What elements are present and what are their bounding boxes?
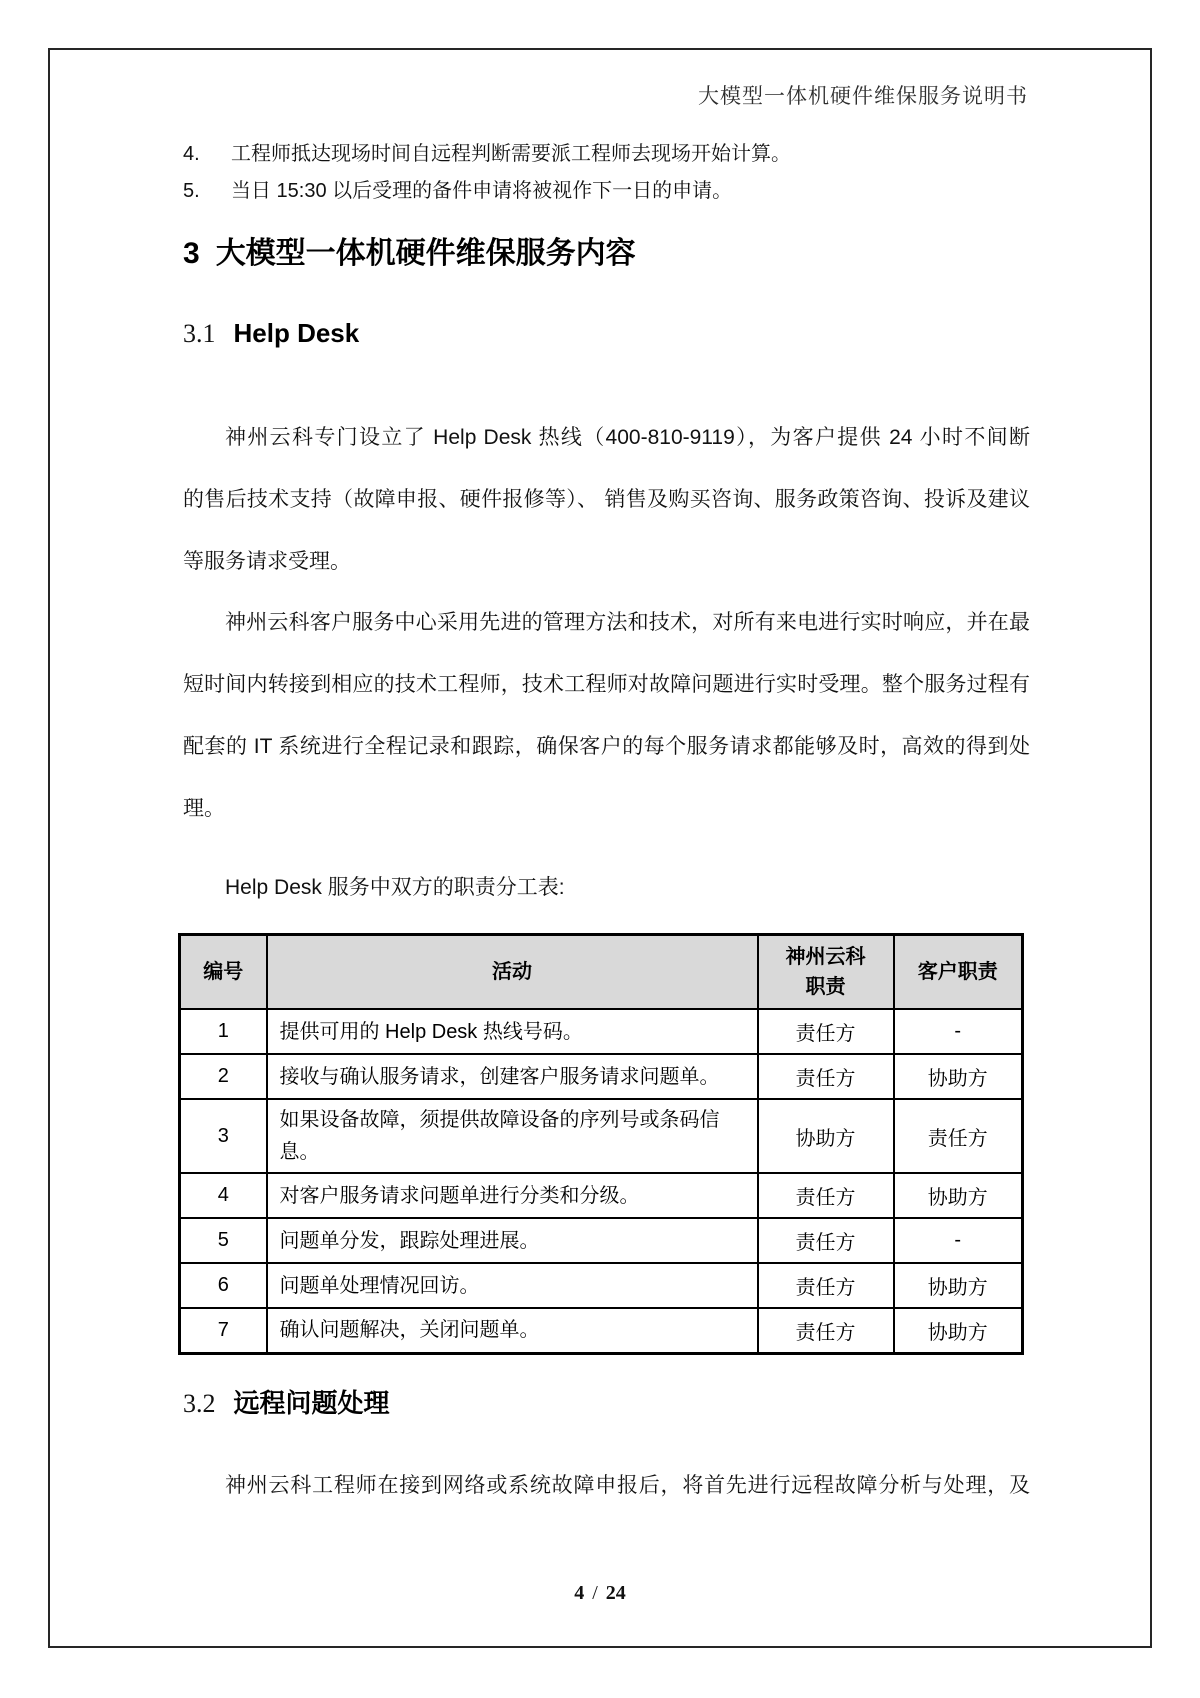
cell-customer-role: 协助方 (894, 1054, 1023, 1099)
section-3-2-heading (183, 1383, 1043, 1420)
cell-customer-role: 协助方 (894, 1308, 1023, 1353)
footer-separator: / (592, 1582, 598, 1604)
paragraph-line: 短时间内转接到相应的技术工程师，技术工程师对故障问题进行实时受理。整个服务过程有 (183, 673, 1030, 696)
cell-number: 3 (180, 1099, 267, 1173)
column-header-dck-responsibility (758, 935, 894, 1010)
footer-current-page: 4 (574, 1582, 585, 1604)
cell-activity: 如果设备故障，须提供故障设备的序列号或条码信息。 (267, 1099, 758, 1173)
section-3-1-heading (183, 318, 1043, 349)
responsibility-table (178, 933, 1024, 1355)
cell-activity: 对客户服务请求问题单进行分类和分级。 (267, 1173, 758, 1218)
cell-activity: 提供可用的 Help Desk 热线号码。 (267, 1009, 758, 1054)
cell-dck-role: 责任方 (758, 1308, 894, 1353)
section-3-1-number: 3.1 (183, 319, 216, 348)
paragraph-line: 神州云科专门设立了 Help Desk 热线（400-810-9119），为客户提供 24 小时不间断 (225, 426, 1030, 449)
list-item-text: 当日 15:30 以后受理的备件申请将被视作下一日的申请。 (231, 180, 733, 202)
cell-customer-role: 责任方 (894, 1099, 1023, 1173)
cell-number: 5 (180, 1218, 267, 1263)
paragraph-line: 理。 (183, 797, 225, 820)
cell-customer-role: 协助方 (894, 1173, 1023, 1218)
paragraph-line: 神州云科客户服务中心采用先进的管理方法和技术，对所有来电进行实时响应，并在最 (225, 611, 1030, 634)
cell-activity: 问题单分发，跟踪处理进展。 (267, 1218, 758, 1263)
cell-dck-role: 责任方 (758, 1218, 894, 1263)
table-caption-text: Help Desk 服务中双方的职责分工表: (225, 876, 565, 899)
cell-number: 1 (180, 1009, 267, 1054)
paragraph-line: 的售后技术支持（故障申报、硬件报修等）、 销售及购买咨询、服务政策咨询、投诉及建议 (183, 488, 1030, 511)
table-row (180, 1308, 1023, 1353)
section-3-2-number: 3.2 (183, 1389, 216, 1418)
list-item-text: 工程师抵达现场时间自远程判断需要派工程师去现场开始计算。 (231, 143, 791, 165)
column-header-activity: 活动 (267, 935, 758, 1010)
section-3-title: 大模型一体机硬件维保服务内容 (215, 237, 636, 270)
column-header-number: 编号 (180, 935, 267, 1010)
table-row (180, 1263, 1023, 1308)
table-row (180, 1009, 1023, 1054)
list-item (183, 173, 1033, 210)
table-caption (183, 857, 1030, 919)
cell-number: 7 (180, 1308, 267, 1353)
numbered-list (183, 136, 1033, 210)
cell-dck-role: 责任方 (758, 1263, 894, 1308)
section-3-1-title: Help Desk (233, 318, 360, 348)
paragraph-service-center (183, 592, 1030, 840)
cell-dck-role: 责任方 (758, 1173, 894, 1218)
table-header-row (180, 935, 1023, 1010)
section-3-2-title: 远程问题处理 (233, 1388, 390, 1418)
column-header-dck-line2: 职责 (805, 976, 846, 998)
table-row (180, 1218, 1023, 1263)
paragraph-helpdesk-intro (183, 407, 1030, 593)
paragraph-line: 神州云科工程师在接到网络或系统故障申报后，将首先进行远程故障分析与处理，及 (225, 1474, 1030, 1497)
document-header-title: 大模型一体机硬件维保服务说明书 (698, 84, 1028, 108)
cell-number: 2 (180, 1054, 267, 1099)
list-item-number: 4. (183, 143, 200, 165)
paragraph-line: 等服务请求受理。 (183, 550, 351, 573)
cell-customer-role: 协助方 (894, 1263, 1023, 1308)
table-row (180, 1173, 1023, 1218)
section-3-heading (183, 228, 1043, 272)
table-row (180, 1054, 1023, 1099)
cell-activity: 问题单处理情况回访。 (267, 1263, 758, 1308)
list-item (183, 136, 1033, 173)
cell-customer-role: - (894, 1009, 1023, 1054)
cell-number: 6 (180, 1263, 267, 1308)
column-header-customer-responsibility: 客户职责 (894, 935, 1023, 1010)
cell-activity: 确认问题解决，关闭问题单。 (267, 1308, 758, 1353)
column-header-dck-line1: 神州云科 (785, 946, 866, 968)
list-item-number: 5. (183, 180, 200, 202)
cell-dck-role: 协助方 (758, 1099, 894, 1173)
section-3-number: 3 (183, 237, 200, 270)
cell-customer-role: - (894, 1218, 1023, 1263)
table-row (180, 1099, 1023, 1173)
cell-activity: 接收与确认服务请求，创建客户服务请求问题单。 (267, 1054, 758, 1099)
paragraph-remote-handling (183, 1455, 1030, 1517)
cell-dck-role: 责任方 (758, 1054, 894, 1099)
cell-dck-role: 责任方 (758, 1009, 894, 1054)
footer-total-pages: 24 (605, 1582, 626, 1604)
page-footer (0, 1582, 1200, 1605)
paragraph-line: 配套的 IT 系统进行全程记录和跟踪，确保客户的每个服务请求都能够及时，高效的得到处 (183, 735, 1030, 758)
cell-number: 4 (180, 1173, 267, 1218)
